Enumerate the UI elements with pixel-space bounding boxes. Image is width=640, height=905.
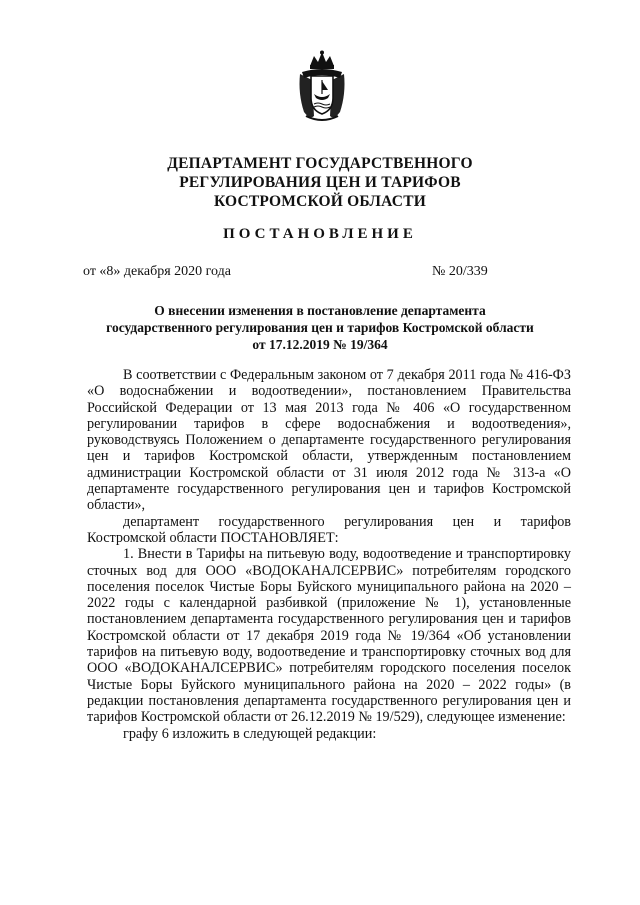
paragraph-resolves: департамент государственного регулирования цен и тарифов Костромской области ПОСТАНОВЛЯЕТ: <box>87 513 571 546</box>
kostroma-coat-of-arms-icon <box>296 50 348 124</box>
org-name-line-3: КОСТРОМСКОЙ ОБЛАСТИ <box>213 193 426 210</box>
document-title-line-1: О внесении изменения в постановление департамента <box>154 303 486 318</box>
paragraph-item-1: 1. Внести в Тарифы на питьевую воду, водоотведение и транспортировку сточных вод для ООО «ВОДОКАНАЛСЕРВИС» потребителям городского поселения поселок Чистые Боры Буйского муниципального района на 2020 – 2022 годы с календарной разбивкой (приложение № 1), установленные постановлением департамента государственного регулирования цен и тарифов Костромской области от 17 декабря 2019 года № 19/364 «Об установлении тарифов на питьевую воду, водоотведение и транспортировку сточных вод для ООО «ВОДОКАНАЛСЕРВИС» потребителям городского поселения поселок Чистые Боры Буйского муниципального района на 2020 – 2022 годы» (в редакции постановления департамента государственного регулирования цен и тарифов Костромской области от 26.12.2019 № 19/529), следующее изменение: <box>87 546 571 726</box>
document-number: № 20/339 <box>432 264 488 279</box>
document-date: от «8» декабря 2020 года <box>83 264 231 279</box>
document-title-line-3: от 17.12.2019 № 19/364 <box>252 337 388 352</box>
org-name-line-2: РЕГУЛИРОВАНИЯ ЦЕН И ТАРИФОВ <box>179 174 461 191</box>
paragraph-preamble: В соответствии с Федеральным законом от 7 декабря 2011 года № 416-ФЗ «О водоснабжении и водоотведении», постановлением Правительства Российской Федерации от 13 мая 2013 года № 406 «О государственном регулировании тарифов в сфере водоснабжения и водоотведения», руководствуясь Положением о департаменте государственного регулирования цен и тарифов Костромской области, утвержденным постановлением администрации Костромской области от 31 июля 2012 года № 313-а «О департаменте государственного регулирования цен и тарифов Костромской области», <box>87 367 571 514</box>
paragraph-column-6: графу 6 изложить в следующей редакции: <box>123 725 377 742</box>
org-name-line-1: ДЕПАРТАМЕНТ ГОСУДАРСТВЕННОГО <box>167 155 473 172</box>
document-body <box>87 367 571 742</box>
document-type-heading: ПОСТАНОВЛЕНИЕ <box>223 226 417 242</box>
document-title-line-2: государственного регулирования цен и тарифов Костромской области <box>106 320 534 335</box>
